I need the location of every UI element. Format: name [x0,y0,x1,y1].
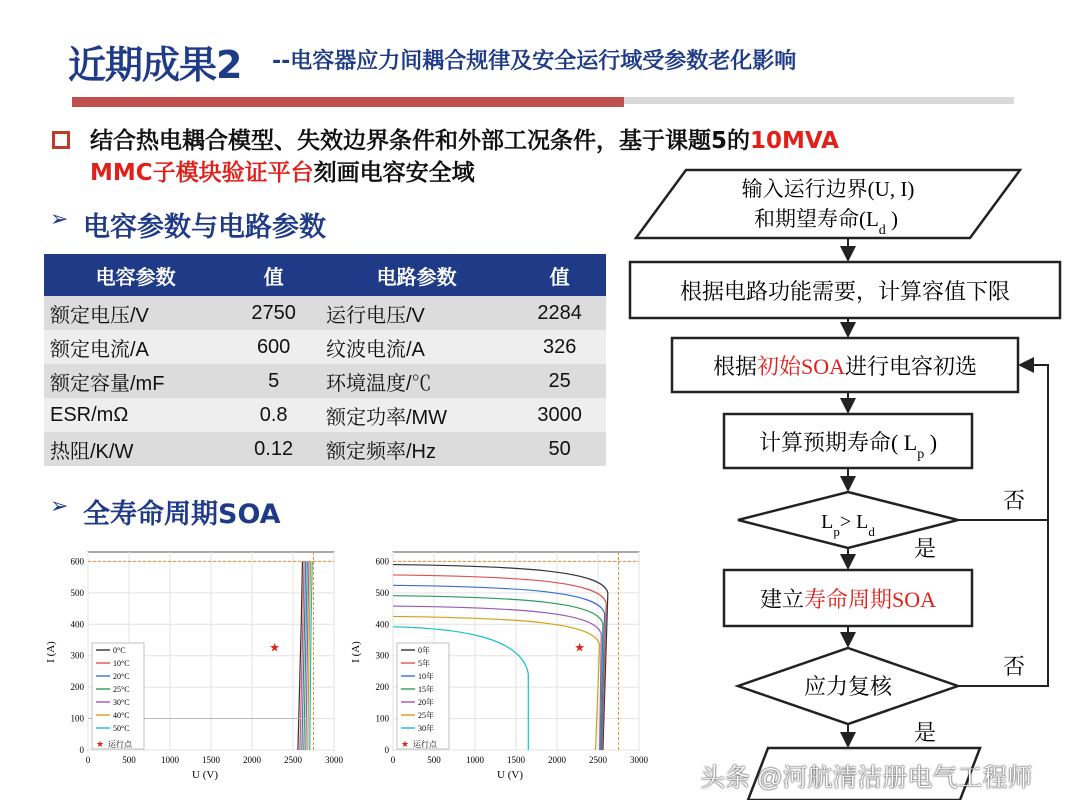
flow-step-lifetime [724,414,972,468]
x-tick-label: 3000 [325,755,343,765]
flow-decision-stress [738,648,958,724]
table-cell: 0.12 [227,432,320,466]
flow-yes-label: 是 [913,536,937,561]
table-cell: ESR/mΩ [44,398,227,432]
plot-legend [92,643,144,749]
table-header: 电路参数 [320,254,513,296]
legend-item: 10年 [418,672,434,681]
bullet-text-2b: 刻画电容安全域 [313,160,475,186]
table-cell: 环境温度/℃ [320,364,513,398]
legend-item: 0年 [418,646,430,655]
flow-decision2-text: 应力复核 [803,674,893,699]
x-tick-label: 2000 [548,755,566,765]
section-arrow-icon: ➢ [50,494,69,519]
flow-input-box [636,170,1020,238]
table-row [44,296,606,330]
table-header: 值 [227,254,320,296]
table-row [44,398,606,432]
table-row [44,364,606,398]
y-tick-label: 0 [79,745,84,755]
flow-step2-text: 根据初始SOA进行电容初选 [712,354,978,379]
title-underline-red [72,97,624,107]
table-cell: 额定频率/Hz [320,432,513,466]
table-cell: 额定容量/mF [44,364,227,398]
x-tick-label: 1000 [161,755,179,765]
table-cell: 0.8 [227,398,320,432]
watermark: 头条 @河航清洁册电气工程师 [700,764,1033,792]
legend-item: 10°C [113,659,130,668]
table-cell: 额定功率/MW [320,398,513,432]
flow-step1-text: 根据电路功能需要，计算容值下限 [679,279,1011,304]
flow-step-capacitance [630,262,1060,318]
x-tick-label: 1500 [202,755,220,765]
bullet-line-2 [90,154,475,187]
section-arrow-icon: ➢ [50,207,69,232]
table-header: 电容参数 [44,254,227,296]
legend-item: 40°C [113,711,130,720]
flow-step3-text: 计算预期寿命( $L_p$ ) [758,430,938,462]
bullet-square-icon [52,131,70,149]
plot-ylabel: I (A) [350,641,362,663]
x-tick-label: 3000 [630,755,648,765]
legend-item: 50°C [113,724,130,733]
y-tick-label: 300 [375,650,389,661]
soa-plot-temperature [40,540,350,790]
soa-plot-aging [345,540,655,790]
y-tick-label: 500 [70,587,84,598]
y-tick-label: 200 [70,682,84,693]
legend-star-icon: ★ [96,739,105,749]
table-cell: 额定电压/V [44,296,227,330]
flow-no-label: 否 [1002,488,1026,513]
table-cell: 50 [513,432,606,466]
y-tick-label: 100 [375,713,389,724]
flow-step-build-soa [724,570,972,626]
x-tick-label: 1000 [466,755,484,765]
bullet-text-2-highlight: MMC子模块验证平台 [90,160,314,186]
x-tick-label: 0 [390,755,396,765]
table-row [44,432,606,466]
x-tick-label: 2500 [589,755,607,765]
page-subtitle: --电容器应力间耦合规律及安全运行域受参数老化影响 [272,49,797,74]
table-cell: 5 [227,364,320,398]
table-cell: 326 [513,330,606,364]
plot-xlabel: U (V) [497,769,523,781]
legend-item: 20年 [418,698,434,707]
plot-ylabel: I (A) [45,641,57,663]
table-cell: 25 [513,364,606,398]
plot-legend [397,643,449,749]
section-title-soa: 全寿命周期SOA [83,499,281,530]
y-tick-label: 500 [375,587,389,598]
table-header-row [44,254,606,296]
flow-yes-label: 是 [913,720,937,745]
flow-decision1-text: $L_p> L_d$ [821,511,875,539]
y-tick-label: 600 [70,556,84,567]
y-tick-label: 600 [375,556,389,567]
section-title-params: 电容参数与电路参数 [83,212,326,243]
table-cell: 2284 [513,296,606,330]
table-cell: 600 [227,330,320,364]
table-row [44,330,606,364]
table-cell: 2750 [227,296,320,330]
legend-item: 20°C [113,672,130,681]
y-tick-label: 400 [375,619,389,630]
flow-input-line2: 和期望寿命($L_d$ ) [753,207,899,238]
x-tick-label: 500 [427,755,441,765]
y-tick-label: 400 [70,619,84,630]
title-underline-gray [624,97,1014,104]
table-cell: 热阻/K/W [44,432,227,466]
y-tick-label: 0 [384,745,389,755]
table-cell: 运行电压/V [320,296,513,330]
x-tick-label: 0 [85,755,91,765]
soa-flowchart [620,160,1080,800]
params-table [44,254,606,466]
y-tick-label: 200 [375,682,389,693]
legend-item: 25年 [418,711,434,720]
legend-item: 30年 [418,724,434,733]
operating-point-star-icon: ★ [269,640,281,655]
table-cell: 额定电流/A [44,330,227,364]
legend-star-label: 运行点 [413,740,437,749]
table-header: 值 [513,254,606,296]
x-tick-label: 2000 [243,755,261,765]
x-tick-label: 1500 [507,755,525,765]
table-cell: 纹波电流/A [320,330,513,364]
flow-no-label: 否 [1002,654,1026,679]
flow-step4-text: 建立寿命周期SOA [759,587,937,612]
legend-item: 5年 [418,659,430,668]
bullet-line-1 [90,122,839,155]
flow-input-line1: 输入运行边界(U, I) [741,177,915,201]
x-tick-label: 500 [122,755,136,765]
legend-item: 15年 [418,685,434,694]
bullet-text-1a: 结合热电耦合模型、失效边界条件和外部工况条件，基于课题5的 [90,128,751,154]
legend-star-label: 运行点 [108,740,132,749]
legend-item: 0°C [113,646,126,655]
table-cell: 3000 [513,398,606,432]
y-tick-label: 300 [70,650,84,661]
legend-star-icon: ★ [401,739,410,749]
operating-point-star-icon: ★ [574,640,586,655]
y-tick-label: 100 [70,713,84,724]
bullet-text-1-highlight: 10MVA [750,128,839,154]
flow-step-initial-selection [672,338,1018,392]
page-title: 近期成果2 [68,43,242,87]
legend-item: 25°C [113,685,130,694]
legend-item: 30°C [113,698,130,707]
plot-xlabel: U (V) [192,769,218,781]
x-tick-label: 2500 [284,755,302,765]
